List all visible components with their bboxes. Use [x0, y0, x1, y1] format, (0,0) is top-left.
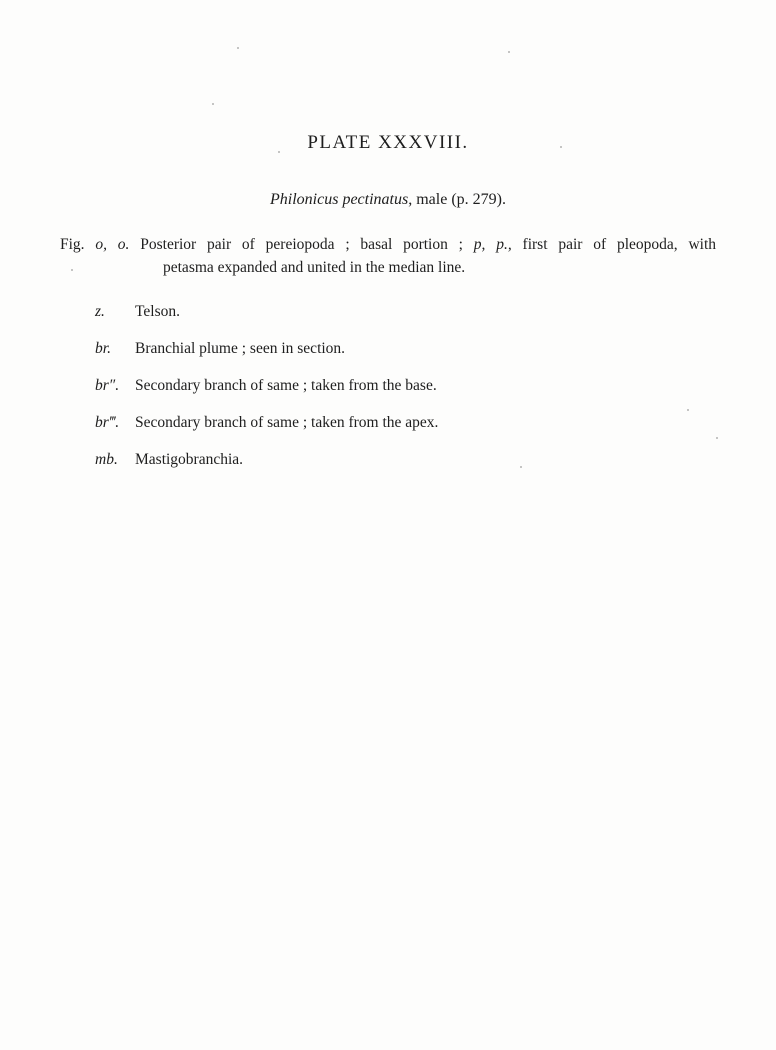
subtitle: [0, 191, 776, 209]
list-item: [95, 376, 776, 396]
page-title: PLATE XXXVIII.: [307, 132, 469, 153]
pleopod-refs: p, p.,: [473, 236, 512, 253]
figure-prefix: Fig.: [60, 236, 85, 253]
scan-speck: [716, 437, 718, 439]
entry-label: mb.: [95, 451, 118, 468]
scan-speck: [237, 47, 239, 49]
legend-list: [95, 302, 776, 470]
scan-speck: [560, 146, 562, 148]
figure-caption-line2: petasma expanded and united in the median line.: [163, 259, 466, 276]
scan-speck: [508, 51, 510, 53]
entry-text: Branchial plume ; seen in section.: [135, 340, 346, 357]
subtitle-rest: , male (p. 279).: [408, 191, 506, 208]
figure-caption: [60, 234, 716, 278]
entry-label: br.: [95, 340, 111, 357]
list-item: [95, 413, 776, 433]
scan-speck: [71, 269, 73, 271]
figure-caption-line1: [60, 234, 716, 255]
scan-speck: [687, 409, 689, 411]
entry-text: Mastigobranchia.: [135, 451, 244, 468]
scan-speck: [212, 103, 214, 105]
entry-text: Secondary branch of same ; taken from the base.: [135, 377, 437, 394]
entry-label: br″.: [95, 377, 120, 394]
species-name: Philonicus pectinatus: [270, 191, 409, 208]
figure-refs: o, o.: [95, 236, 130, 253]
list-item: [95, 339, 776, 359]
scan-speck: [520, 466, 522, 468]
entry-label: z.: [95, 303, 105, 320]
figure-desc-part1: Posterior pair of pereiopoda ; basal portion ;: [140, 236, 463, 253]
entry-text: Telson.: [135, 303, 180, 320]
figure-desc-part2: first pair of pleopoda, with: [522, 236, 717, 253]
entry-label: br‴.: [95, 414, 120, 431]
list-item: [95, 450, 776, 470]
scan-speck: [278, 151, 280, 153]
list-item: [95, 302, 776, 322]
entry-text: Secondary branch of same ; taken from the apex.: [135, 414, 439, 431]
